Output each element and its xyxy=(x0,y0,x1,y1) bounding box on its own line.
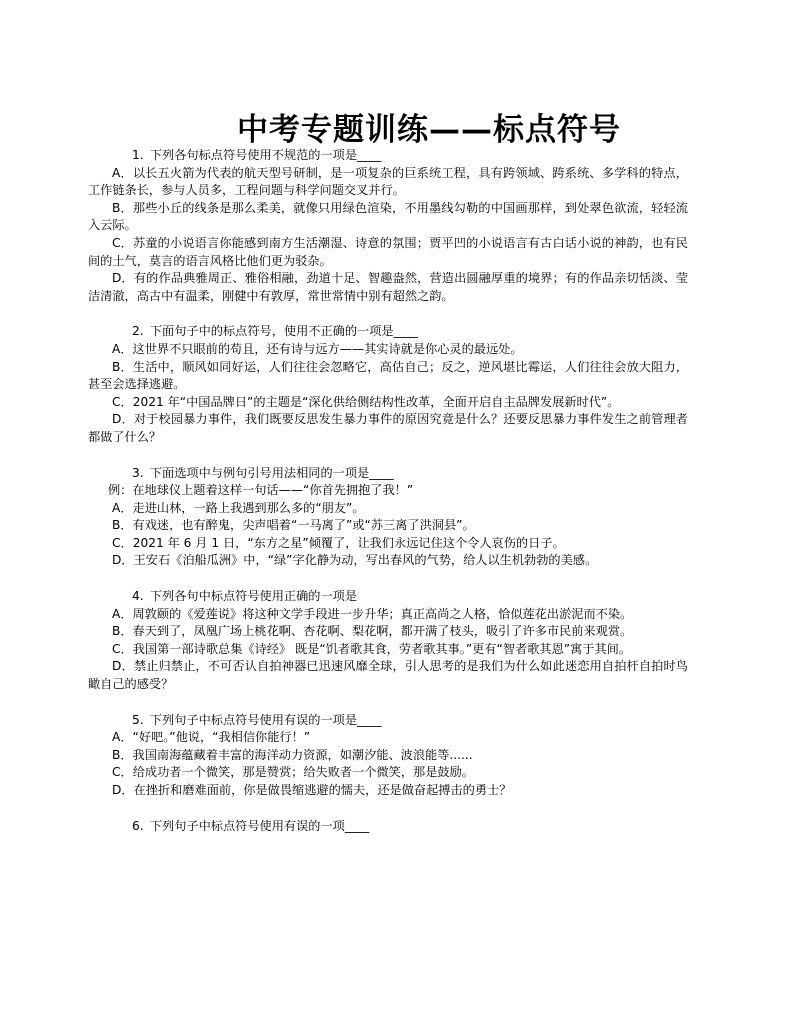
answer-option: D．在挫折和磨难面前，你是做畏缩逃避的懦夫，还是做奋起搏击的勇士？ xyxy=(112,783,512,797)
answer-option: A．周敦颐的《爱莲说》将这种文学手段进一步升华；真正高尚之人格，恰似莲花出淤泥而不染。 xyxy=(112,606,633,621)
answer-option: C．我国第一部诗歌总集《诗经》 既是“饥者歌其食，劳者歌其事。”更有“智者歌其恩”寓于其间。 xyxy=(112,641,632,656)
question-text: 下列各句标点符号使用不规范的一项是____ xyxy=(149,148,382,162)
question-number: 5. xyxy=(132,712,144,727)
question-example: 例：在地球仪上题着这样一句话——“你首先拥抱了我！” xyxy=(108,483,414,498)
answer-option: C．苏童的小说语言你能感到南方生活潮湿、诗意的氛围；贾平凹的小说语言有古白话小说的神韵，也有民间的土气，莫言的语言风格比他们更为驳杂。 xyxy=(88,235,688,268)
question-block xyxy=(88,465,688,571)
question-number: 2. xyxy=(132,324,144,339)
question-block xyxy=(88,588,688,694)
question-text: 下面选项中与例句引号用法相同的一项是____ xyxy=(149,465,394,480)
question-text: 下面句子中的标点符号，使用不正确的一项是____ xyxy=(149,324,418,339)
answer-option: A．走进山林，一路上我遇到那么多的“朋友”。 xyxy=(112,500,365,515)
question-block xyxy=(88,818,688,836)
answer-option: B．有戏迷，也有醉鬼，尖声唱着“一马离了”或“苏三离了洪洞县”。 xyxy=(112,518,475,533)
answer-option: A．“好吧。”他说，“我相信你能行！” xyxy=(112,730,311,745)
page-title: 中考专题训练——标点符号 xyxy=(237,112,621,148)
answer-option: D．对于校园暴力事件，我们既要反思发生暴力事件的原因究竟是什么？还要反思暴力事件发生之前管理者都做了什么？ xyxy=(88,412,688,444)
answer-option: B．我国南海蕴藏着丰富的海洋动力资源，如潮汐能、波浪能等...... xyxy=(112,747,473,762)
question-text: 下列句子中标点符号使用有误的一项是____ xyxy=(149,712,382,727)
question-block xyxy=(88,147,688,305)
question-stem xyxy=(132,147,688,165)
question-text: 下列各句中标点符号使用正确的一项是 xyxy=(149,589,358,604)
answer-option: B．那些小丘的线条是那么柔美，就像只用绿色渲染，不用墨线勾勒的中国画那样，到处翠色欲流，轻轻流入云际。 xyxy=(88,200,688,233)
question-list xyxy=(88,147,688,853)
question-stem xyxy=(132,588,688,606)
answer-option: B．生活中，顺风如同好运，人们往往会忽略它，高估自己；反之，逆风堪比霉运，人们往往会放大阻力，甚至会选择逃避。 xyxy=(88,359,688,392)
question-text: 下列句子中标点符号使用有误的一项____ xyxy=(149,818,370,833)
question-number: 4. xyxy=(132,589,144,604)
answer-option: C．2021 年“中国品牌日”的主题是“深化供给侧结构性改革，全面开启自主品牌发展新时代”。 xyxy=(112,394,620,409)
question-block xyxy=(88,712,688,800)
question-stem xyxy=(132,712,688,730)
answer-option: B．春天到了，凤凰广场上桃花啊、杏花啊、梨花啊，都开满了枝头，吸引了许多市民前来观赏。 xyxy=(112,624,633,639)
question-number: 1. xyxy=(132,148,144,162)
question-stem xyxy=(132,323,688,341)
question-block xyxy=(88,323,688,446)
answer-option: D．禁止归禁止，不可否认自拍神器已迅速风靡全球，引人思考的是我们为什么如此迷恋用自拍杆自拍时鸟瞰自己的感受？ xyxy=(88,659,688,692)
question-number: 6. xyxy=(132,818,144,833)
question-number: 3. xyxy=(132,465,144,480)
answer-option: A．这世界不只眼前的苟且，还有诗与远方——其实诗就是你心灵的最远处。 xyxy=(112,341,523,356)
answer-option: D．有的作品典雅周正、雅俗相融，劲道十足、智趣盎然，营造出圆融厚重的境界；有的作品亲切恬淡、莹洁清澈，高古中有温柔，刚健中有敦厚，常世常情中别有超然之韵。 xyxy=(88,271,688,303)
answer-option: C．给成功者一个微笑，那是赞赏；给失败者一个微笑，那是鼓励。 xyxy=(112,765,474,780)
question-stem xyxy=(132,465,688,483)
answer-option: C．2021 年 6 月 1 日，“东方之星”倾覆了，让我们永远记住这个令人哀伤的日子。 xyxy=(112,535,565,550)
answer-option: A．以长五火箭为代表的航天型号研制，是一项复杂的巨系统工程，具有跨领域、跨系统、多学科的特点，工作链条长，参与人员多，工程问题与科学问题交叉并行。 xyxy=(88,165,688,198)
answer-option: D．王安石《泊船瓜洲》中，“绿”字化静为动，写出春风的气势，给人以生机勃勃的美感。 xyxy=(112,553,598,568)
question-stem xyxy=(132,818,688,836)
